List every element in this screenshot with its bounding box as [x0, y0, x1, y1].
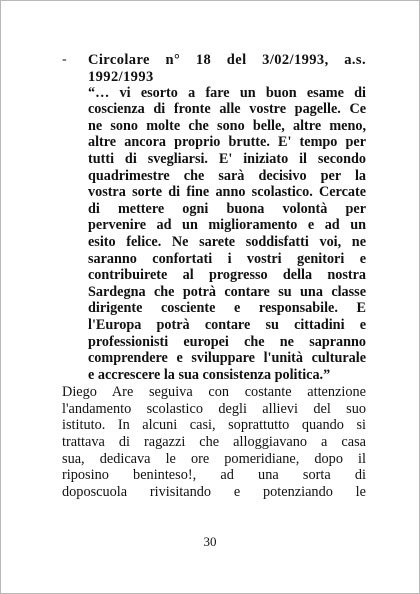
heading-title-line-2: 1992/1993	[88, 68, 154, 85]
heading-title-line-1: Circolare n° 18 del 3/02/1993, a.s.	[88, 52, 366, 68]
quote-line: l'Europa potrà contare su cittadini e	[88, 316, 366, 333]
body-line: riposino beninteso!, ad una sorta di	[62, 467, 366, 484]
body-paragraph	[62, 384, 366, 500]
body-line: trattava di ragazzi che alloggiavano a casa	[62, 434, 366, 451]
quote-line: quadrimestre che sarà decisivo per la	[88, 167, 366, 184]
quote-line: comprendere e sviluppare l'unità culturale	[88, 350, 366, 367]
circular-quote	[62, 85, 366, 384]
quote-line: tutti di svegliarsi. E' iniziato il secondo	[88, 150, 366, 167]
quote-line: esito felice. Ne sarete soddisfatti voi, ne	[88, 233, 366, 250]
quote-line: di mettere ogni buona volontà per	[88, 200, 366, 217]
quote-line: contribuirete al progresso della nostra	[88, 267, 366, 284]
quote-line: ne sono molte che sono belle, altre meno,	[88, 117, 366, 134]
quote-line: pervenire ad un miglioramento e ad un	[88, 217, 366, 234]
body-line: Diego Are seguiva con costante attenzione	[62, 384, 366, 401]
quote-line: Sardegna che potrà contare su una classe	[88, 283, 366, 300]
page-number: 30	[203, 534, 217, 549]
quote-line: dirigente cosciente e responsabile. E	[88, 300, 366, 317]
quote-line: “… vi esorto a fare un buon esame di	[88, 84, 366, 101]
circular-heading	[62, 52, 366, 85]
quote-line: coscienza di fronte alle vostre pagelle. Ce	[88, 101, 366, 118]
body-line: doposcuola rivisitando e potenziando le	[62, 483, 366, 500]
body-line: istituto. In alcuni casi, soprattutto quando si	[62, 417, 366, 434]
page-content	[62, 52, 366, 500]
body-line: l'andamento scolastico degli allievi del suo	[62, 400, 366, 417]
quote-line: e accrescere la sua consistenza politica.”	[88, 366, 331, 383]
quote-line: professionisti europei che ne sapranno	[88, 333, 366, 350]
quote-line: vostra sorte di fine anno scolastico. Cercate	[88, 184, 366, 201]
quote-line: saranno confortati i vostri genitori e	[88, 250, 366, 267]
quote-line: altre ancora proprio brutte. E' tempo per	[88, 134, 366, 151]
list-dash: -	[62, 52, 67, 67]
body-line: sua, dedicava le ore pomeridiane, dopo il	[62, 450, 366, 467]
